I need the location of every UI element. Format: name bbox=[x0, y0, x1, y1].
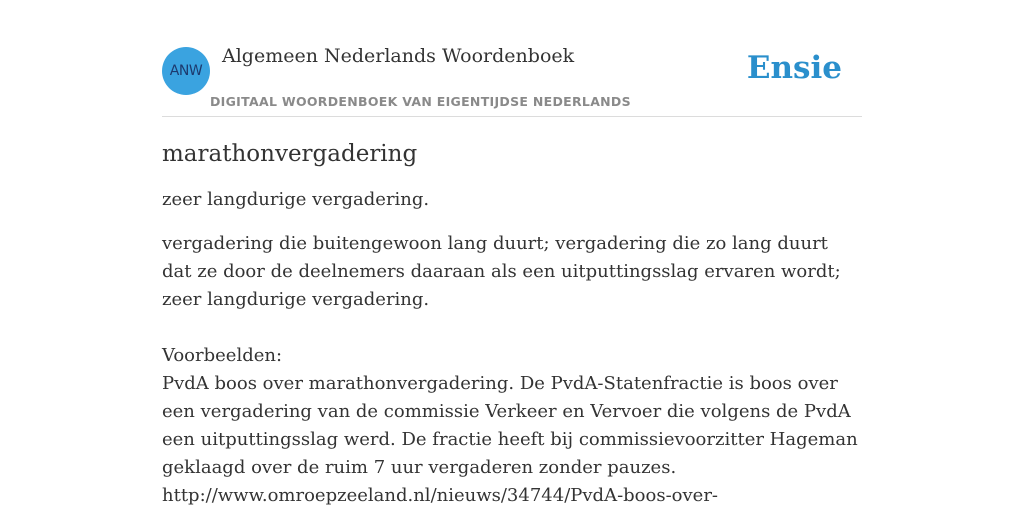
page bbox=[162, 0, 862, 512]
header bbox=[162, 0, 862, 117]
examples-label: Voorbeelden: bbox=[162, 345, 283, 366]
long-definition: vergadering die buitengewoon lang duurt; vergadering die zo lang duurt dat ze door de deelnemers daaraan als een uitputtingsslag ervaren wordt; zeer langdurige vergadering. bbox=[162, 233, 841, 310]
headword: marathonvergadering bbox=[162, 141, 418, 167]
example-text: PvdA boos over marathonvergadering. De PvdA-Statenfractie is boos over een vergadering van de commissie Verkeer en Vervoer die volgens de PvdA een uitputtingsslag werd. De fractie heeft bij commissievoorzitter Hageman geklaagd over de ruim 7 uur vergaderen zonder pauzes. bbox=[162, 373, 858, 478]
ensie-logo-link[interactable]: Ensie bbox=[746, 50, 842, 86]
example-source-link[interactable]: http://www.omroepzeeland.nl/nieuws/34744/PvdA-boos-over- bbox=[162, 485, 719, 506]
source-subtitle: DIGITAAL WOORDENBOEK VAN EIGENTIJDSE NEDERLANDS bbox=[210, 94, 631, 109]
source-title[interactable]: Algemeen Nederlands Woordenboek bbox=[222, 45, 575, 67]
anw-logo[interactable]: ANW bbox=[162, 47, 210, 95]
entry-content bbox=[162, 136, 862, 510]
short-definition: zeer langdurige vergadering. bbox=[162, 189, 430, 210]
